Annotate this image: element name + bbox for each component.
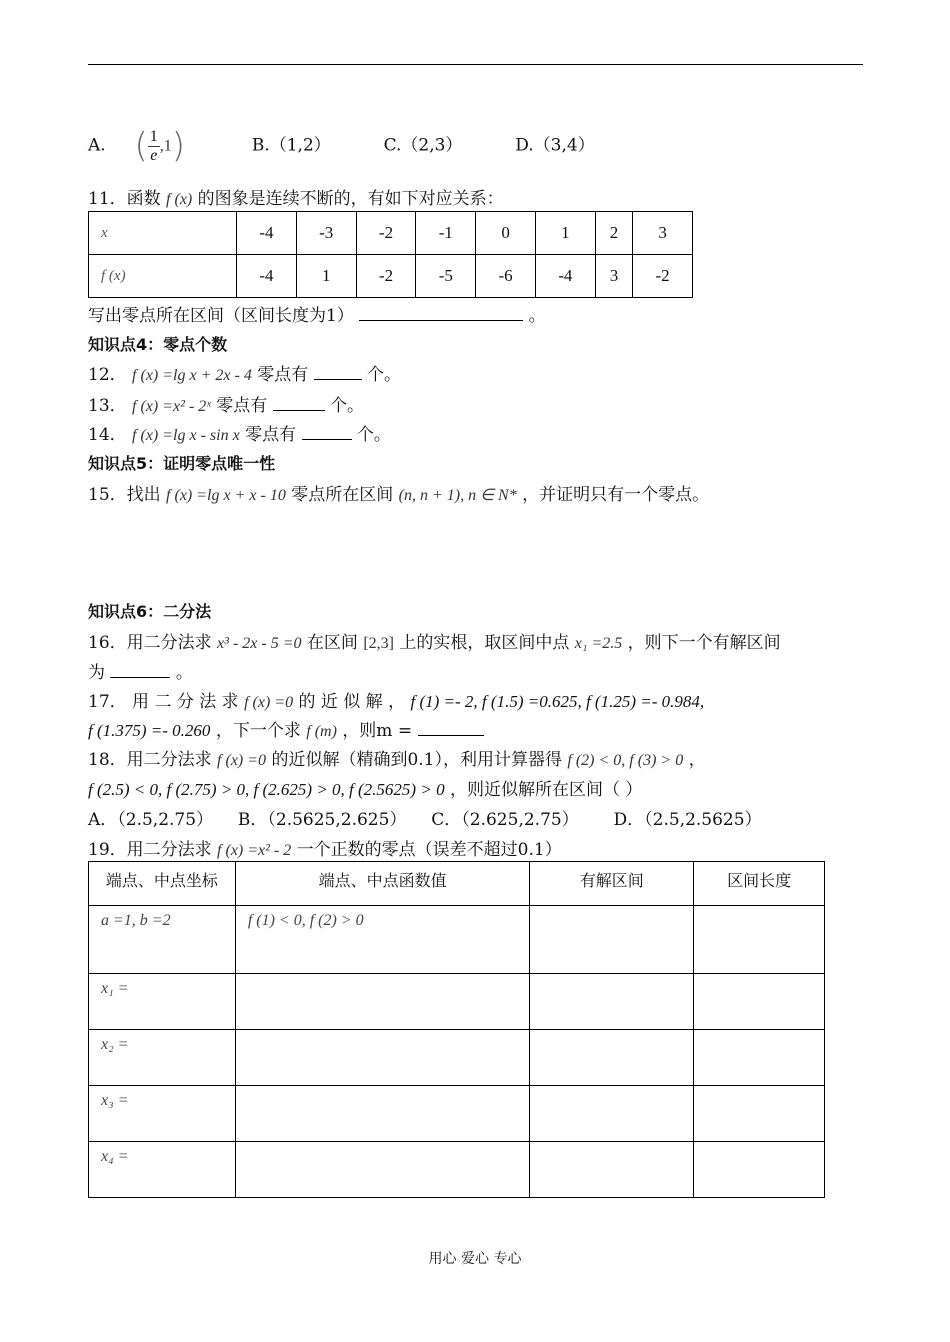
q11-followup: 写出零点所在区间（区间长度为1） 。: [88, 306, 546, 326]
fraction: $\frac{1}{e}$: [149, 127, 158, 164]
cell: 2: [595, 212, 632, 255]
q16-line2: 为 。: [88, 663, 193, 683]
cell: -1: [416, 212, 476, 255]
cell[interactable]: [694, 974, 825, 1030]
q11-func: f (x): [166, 191, 193, 208]
cell: x₄ =: [89, 1142, 236, 1198]
cell: -4: [237, 255, 297, 298]
cell[interactable]: [530, 1030, 694, 1086]
q19-table: [88, 861, 825, 1198]
table-row: [89, 212, 693, 255]
table-header-row: [89, 862, 825, 906]
option-d: D.（3,4）: [515, 135, 595, 156]
cell[interactable]: [530, 974, 694, 1030]
answer-blank[interactable]: [110, 663, 170, 678]
option-a-rest: ,1: [159, 137, 172, 155]
option-a-label: A.: [88, 135, 106, 156]
options-row: [88, 126, 595, 166]
cell[interactable]: [530, 1142, 694, 1198]
cell: 0: [476, 212, 536, 255]
q15: 15．找出 f (x) =lg x + x - 10 零点所在区间 (n, n + 1), n ∈ N* ，并证明只有一个零点。: [88, 485, 710, 505]
answer-blank[interactable]: [302, 425, 352, 440]
cell[interactable]: [235, 974, 530, 1030]
q11-table: [88, 211, 693, 298]
q19-text: 19．用二分法求 f (x) =x² - 2 一个正数的零点（误差不超过0.1）: [88, 840, 562, 860]
table-row: [89, 1030, 825, 1086]
answer-blank[interactable]: [273, 396, 325, 411]
table-row: [89, 1142, 825, 1198]
table-row: [89, 255, 693, 298]
col-header: 端点、中点函数值: [235, 862, 530, 906]
cell: f (1) < 0, f (2) > 0: [235, 906, 530, 974]
q18-option-c: C．（2.625,2.75）: [431, 810, 579, 830]
section-5-heading: 知识点5：证明零点唯一性: [88, 454, 276, 473]
cell[interactable]: [694, 1086, 825, 1142]
page-footer: 用心 爱心 专心: [428, 1251, 522, 1267]
cell: -2: [356, 255, 416, 298]
table-row: [89, 906, 825, 974]
table-row: [89, 974, 825, 1030]
q13: 13． f (x) =x² - 2ˣ 零点有 个。: [88, 396, 365, 416]
q17-line1: 17． 用 二 分 法 求 f (x) =0 的 近 似 解 ， f (1) =- 2, f (1.5) =0.625, f (1.25) =- 0.984,: [88, 692, 705, 712]
section-4-heading: 知识点4：零点个数: [88, 335, 228, 354]
cell: x₂ =: [89, 1030, 236, 1086]
col-header: 区间长度: [694, 862, 825, 906]
left-paren: (: [134, 126, 148, 166]
q12: 12． f (x) =lg x + 2x - 4 零点有 个。: [88, 365, 402, 385]
cell: -2: [633, 255, 693, 298]
cell: -5: [416, 255, 476, 298]
cell: 3: [633, 212, 693, 255]
row-fx-label: f (x): [89, 255, 237, 298]
cell: 1: [296, 255, 356, 298]
cell: -6: [476, 255, 536, 298]
cell[interactable]: [694, 906, 825, 974]
q18-options: [88, 805, 762, 830]
table-row: [89, 1086, 825, 1142]
cell: x₁ =: [89, 974, 236, 1030]
cell[interactable]: [530, 906, 694, 974]
cell: -2: [356, 212, 416, 255]
q18-line1: 18．用二分法求 f (x) =0 的近似解（精确到0.1），利用计算器得 f (2) < 0, f (3) > 0 ，: [88, 750, 706, 770]
cell: -4: [237, 212, 297, 255]
cell: a =1, b =2: [89, 906, 236, 974]
q16-line1: 16．用二分法求 x³ - 2x - 5 =0 在区间 [2,3] 上的实根，取区间中点 x₁ =2.5 ，则下一个有解区间: [88, 633, 781, 653]
q18-option-a: A．（2.5,2.75）: [88, 810, 214, 830]
col-header: 有解区间: [530, 862, 694, 906]
answer-blank[interactable]: [314, 365, 362, 380]
cell: -3: [296, 212, 356, 255]
q17-line2: f (1.375) =- 0.260 ，下一个求 f (m) ，则m =: [88, 716, 484, 741]
cell: 3: [595, 255, 632, 298]
answer-blank[interactable]: [359, 306, 523, 321]
cell: 1: [535, 212, 595, 255]
q18-line2: f (2.5) < 0, f (2.75) > 0, f (2.625) > 0, f (2.5625) > 0 ，则近似解所在区间（ ）: [88, 780, 643, 800]
cell[interactable]: [530, 1086, 694, 1142]
cell[interactable]: [694, 1030, 825, 1086]
row-x-label: x: [89, 212, 237, 255]
answer-blank[interactable]: [418, 721, 484, 736]
q11-text: 11．函数 f (x) 的图象是连续不断的，有如下对应关系：: [88, 189, 504, 209]
cell[interactable]: [235, 1086, 530, 1142]
q18-option-b: B．（2.5625,2.625）: [237, 810, 407, 830]
cell[interactable]: [694, 1142, 825, 1198]
q14: 14． f (x) =lg x - sin x 零点有 个。: [88, 425, 391, 445]
cell[interactable]: [235, 1142, 530, 1198]
cell: -4: [535, 255, 595, 298]
cell[interactable]: [235, 1030, 530, 1086]
section-6-heading: 知识点6：二分法: [88, 602, 212, 621]
q18-option-d: D．（2.5,2.5625）: [613, 810, 762, 830]
option-c: C.（2,3）: [383, 135, 463, 156]
right-paren: ): [171, 126, 186, 166]
option-b: B.（1,2）: [251, 135, 331, 156]
cell: x₃ =: [89, 1086, 236, 1142]
col-header: 端点、中点坐标: [89, 862, 236, 906]
header-rule: [88, 64, 863, 65]
